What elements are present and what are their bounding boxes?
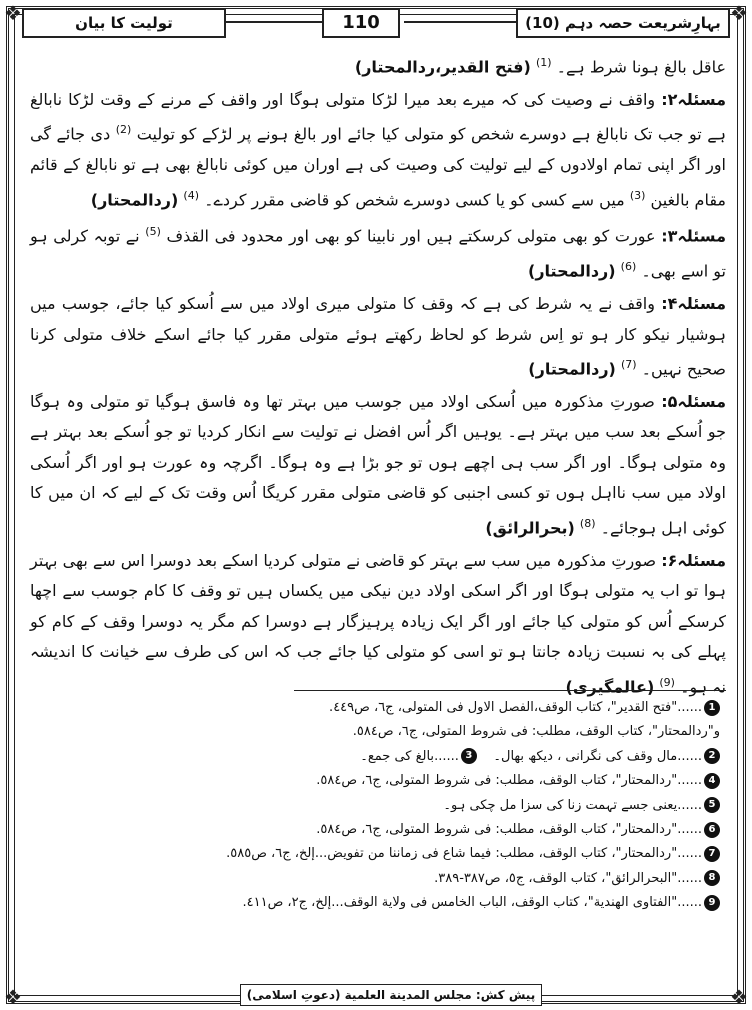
footnote-number: 6: [704, 822, 720, 838]
footnotes: [200, 696, 720, 916]
paragraph: [30, 217, 726, 287]
main-text: [30, 48, 726, 705]
paragraph-text: میں سے کسی کو یا کسی دوسرے شخص کو قاضی مقرر کردے۔: [204, 189, 625, 209]
source-citation: (عالمگیری): [565, 677, 655, 697]
footnote: 5......یعنی جسے تہمت زنا کی سزا مل چکی ہو۔: [200, 794, 720, 818]
footnote-ref[interactable]: (2): [115, 123, 132, 137]
footnote-number: 5: [704, 797, 720, 813]
footnote-number: 2: [704, 748, 720, 764]
paragraph: [30, 48, 726, 83]
footnote-text: "ردالمحتار"، كتاب الوقف، مطلب: فى شروط المتولى، ج٦، ص٥٨٤.: [316, 822, 678, 838]
footnote: [200, 720, 720, 744]
paragraph: [30, 546, 726, 703]
footnote-number: 1: [704, 700, 720, 716]
footnote: 1......"فتح القدير"، كتاب الوقف،الفصل الاول فى المتولى، ج٦، ص٤٤٩.: [200, 696, 720, 720]
footnote-ref[interactable]: (9): [659, 675, 675, 689]
chapter-title: تولیت کا بیان: [22, 8, 226, 38]
paragraph-text: واقف نے وصیت کی کہ میرے بعد میرا لڑکا متولی ہوگا اور واقف کے مرنے کے وقت لڑکا نابالغ ہے تو جب تک نابالغ ہے دوسرے شخص کو متولی کیا جائے اور بالغ ہونے پر لڑکے کو تولیت: [30, 89, 726, 144]
footnote: 4......"ردالمحتار"، كتاب الوقف، مطلب: فى شروط المتولى، ج٦، ص٥٨٤.: [200, 769, 720, 793]
footnote-number: 7: [704, 846, 720, 862]
publisher-footer: پیش کش: مجلس المدینة العلمیة (دعوتِ اسلامی): [240, 984, 542, 1006]
paragraph-text: دی جائے گی اور اگر اپنی تمام اولادوں کے لیے تولیت کی وصیت کی ہے اوران میں کوئی نابالغ بھی ہے تو نابالغ کے قائم مقام بالغین: [30, 124, 726, 209]
footnote-text: مال وقف کی نگرانی ، دیکھ بھال۔: [493, 748, 678, 764]
footnote: 2......مال وقف کی نگرانی ، دیکھ بھال۔ 3......بالغ کی جمع۔: [200, 745, 720, 769]
footnote-ref[interactable]: (5): [145, 225, 161, 239]
masala-label: مسئلہ۲:: [661, 89, 727, 109]
header-rule: [404, 21, 516, 23]
page-header: [22, 8, 730, 38]
footnote-ref[interactable]: (7): [620, 358, 637, 372]
footnote-text: بالغ کی جمع۔: [360, 748, 435, 764]
source-citation: (بحرالرائق): [485, 518, 575, 538]
paragraph-text: عورت کو بھی متولی کرسکتے ہیں اور نابینا کو بھی اور محدود فی القذف: [166, 226, 656, 246]
paragraph: [30, 85, 726, 216]
paragraph: [30, 387, 726, 544]
footnote-text: "الفتاوى الهندية"، كتاب الوقف، الباب الخامس فى ولاية الوقف...إلخ، ج٢، ص٤١١.: [242, 895, 678, 911]
masala-label: مسئلہ۳:: [661, 226, 726, 246]
paragraph-text: صورتِ مذکورہ میں سب سے بہتر کو قاضی نے متولی کردیا اسکے بعد دوسرا اس سے بھی بہتر ہوا تو اب یہ متولی ہوگا اور اگر اسکی اولاد دین نیکی میں یکساں ہیں تو وقف کا کام جوسب سے اچھا کرسکے اُس کو متولی کیا جائے اور اگر ایک زیادہ پرہیزگار ہے دوسرا کم مگر یہ دوسرا وقف کے کام کو پہلے کی بہ نسبت زیادہ جانتا ہو تو اسی کو متولی کیا جائے جب کہ اس کی طرف سے خیانت کا اندیشہ نہ ہو۔: [30, 550, 726, 697]
footnote-text: یعنی جسے تہمت زنا کی سزا مل چکی ہو۔: [443, 797, 678, 813]
header-rule: [226, 21, 322, 23]
ornament-icon: ❖: [4, 985, 22, 1009]
masala-label: مسئلہ۴:: [661, 294, 726, 314]
footnote-number: 3: [461, 748, 477, 764]
footnote-text: "البحرالرائق"، كتاب الوقف، ج٥، ص٣٨٧-٣٨٩.: [434, 870, 678, 886]
footnote-text: و"ردالمحتار"، كتاب الوقف، مطلب: فى شروط المتولى، ج٦، ص٥٨٤.: [352, 724, 720, 740]
footnote-ref[interactable]: (8): [579, 516, 596, 530]
footnote-ref[interactable]: (3): [629, 188, 646, 202]
footnote: 8......"البحرالرائق"، كتاب الوقف، ج٥، ص٣٨٧-٣٨٩.: [200, 867, 720, 891]
ornament-icon: ❖: [4, 1, 22, 25]
footnote-number: 9: [704, 895, 720, 911]
footnote-text: "ردالمحتار"، كتاب الوقف، مطلب: فى شروط المتولى، ج٦، ص٥٨٤.: [316, 773, 678, 789]
masala-label: مسئلہ۶:: [661, 550, 726, 570]
footnote-divider: [294, 690, 726, 691]
source-citation: (ردالمحتار): [528, 359, 616, 379]
source-citation: (فتح القدیر،ردالمحتار): [354, 57, 531, 77]
footnote-text: "ردالمحتار"، كتاب الوقف، مطلب: فيما شاع فى زماننا من تفويض...إلخ، ج٦، ص٥٨٥.: [226, 846, 678, 862]
footnote: 9......"الفتاوى الهندية"، كتاب الوقف، الباب الخامس فى ولاية الوقف...إلخ، ج٢، ص٤١١.: [200, 891, 720, 915]
masala-label: مسئلہ۵:: [661, 391, 726, 411]
footnote: 7......"ردالمحتار"، كتاب الوقف، مطلب: فيما شاع فى زماننا من تفويض...إلخ، ج٦، ص٥٨٥.: [200, 842, 720, 866]
paragraph-text: صورتِ مذکورہ میں اُسکی اولاد میں جوسب میں بہتر تھا وہ فاسق ہوگیا تو متولی وہ ہوگا جو اُسکے بعد سب میں بہتر ہے۔ یوہیں اگر اُس افضل نے تولیت سے انکار کردیا تو جو اُسکے بعد بہتر ہے وہ متولی ہوگا۔ اور اگر سب ہی اچھے ہوں تو جو بڑا ہے وہ ہوگا۔ اگرچہ وہ عورت ہو اور اگر اُسکی اولاد میں سب نااہل ہوں تو کسی اجنبی کو قاضی متولی مقرر کریگا اُس وقت تک کے لیے کہ ان میں کا کوئی اہل ہوجائے۔: [30, 391, 727, 538]
ornament-icon: ❖: [730, 1, 748, 25]
footnote-number: 8: [704, 870, 720, 886]
footnote-ref[interactable]: (4): [183, 188, 200, 202]
paragraph-text: نے توبہ کرلی ہو تو اسے بھی۔: [30, 226, 726, 281]
footnote-number: 4: [704, 773, 720, 789]
footnote-ref[interactable]: (1): [535, 56, 552, 69]
book-title: بہارِشریعت حصہ دہم (10): [516, 8, 730, 38]
ornament-icon: ❖: [730, 985, 748, 1009]
source-citation: (ردالمحتار): [90, 189, 179, 209]
source-citation: (ردالمحتار): [528, 261, 616, 281]
page-number: 110: [322, 8, 400, 38]
footnote-ref[interactable]: (6): [620, 260, 637, 274]
footnote: 6......"ردالمحتار"، كتاب الوقف، مطلب: فى شروط المتولى، ج٦، ص٥٨٤.: [200, 818, 720, 842]
footnote-text: "فتح القدير"، كتاب الوقف،الفصل الاول فى المتولى، ج٦، ص٤٤٩.: [329, 700, 678, 715]
paragraph-text: واقف نے یہ شرط کی ہے کہ وقف کا متولی میری اولاد میں سے اُسکو کیا جائے، جوسب میں ہوشیار نیکو کار ہو تو اِس شرط کو لحاظ رکھتے ہوئے متولی مقرر کیا جائے اسکے خلاف متولی کرنا صحیح نہیں۔: [30, 294, 726, 379]
paragraph: [30, 289, 726, 385]
paragraph-text: عاقل بالغ ہونا شرط ہے۔: [556, 57, 726, 77]
